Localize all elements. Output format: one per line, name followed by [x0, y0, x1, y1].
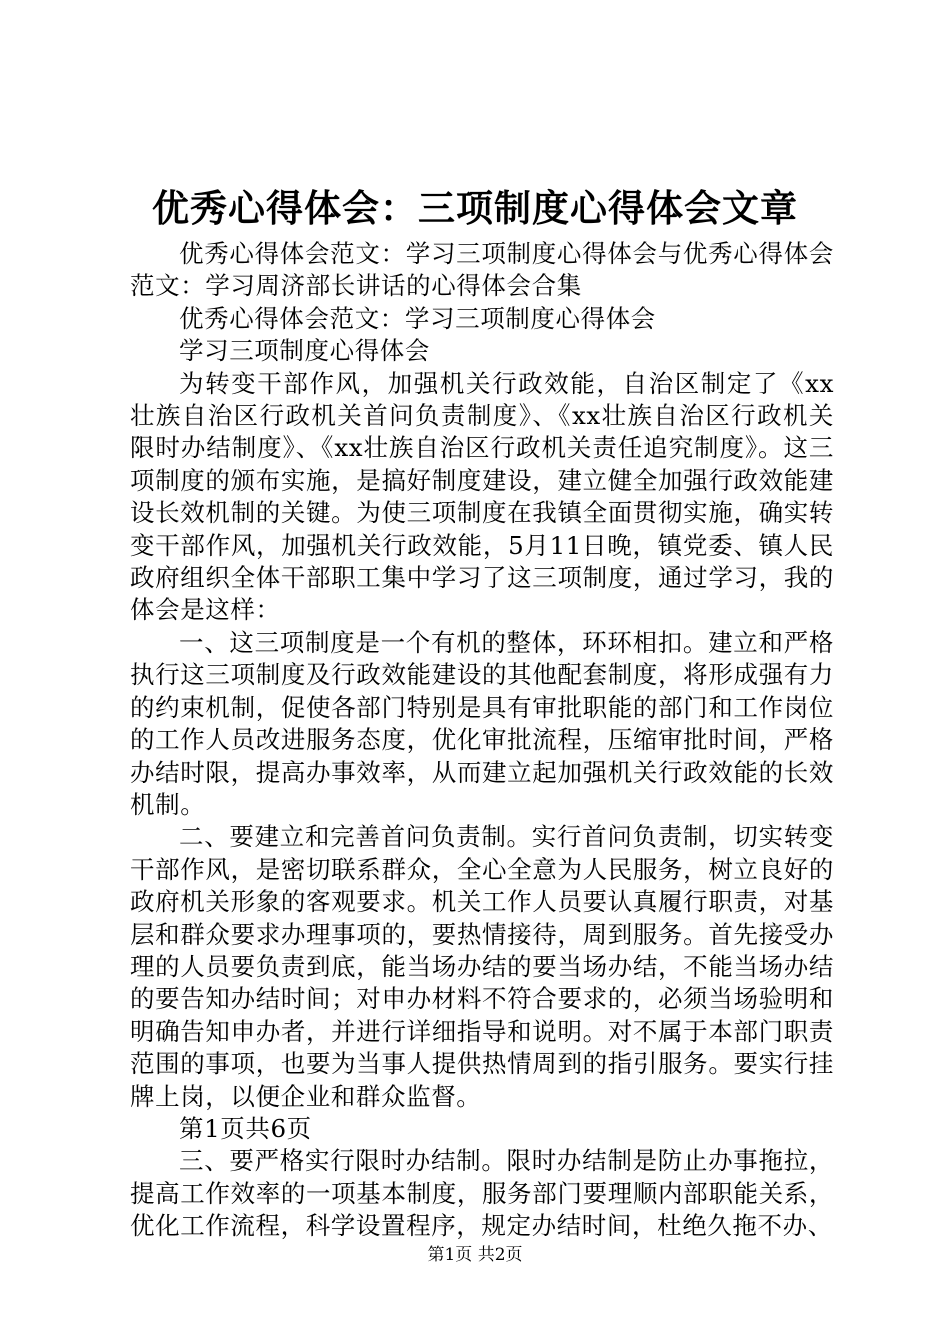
- inline-page-marker: 第1页共6页: [179, 1113, 312, 1143]
- paragraph-heading: 学习三项制度心得体会: [179, 336, 430, 366]
- paragraph-body: 为转变干部作风，加强机关行政效能，自治区制定了《xx壮族自治区行政机关首问负责制度》、《xx壮族自治区行政机关限时办结制度》、《xx壮族自治区行政机关责任追究制度》。这三项制度的颁布实施，是搞好制度建设，建立健全加强行政效能建设长效机制的关键。为使三项制度在我镇全面贯彻实施，确实转变干部作风，加强机关行政效能，5月11日晚，镇党委、镇人民政府组织全体干部职工集中学习了这三项制度，通过学习，我的体会是这样：: [130, 368, 834, 625]
- document-body: [130, 238, 834, 1243]
- paragraph-intro: 优秀心得体会范文：学习三项制度心得体会与优秀心得体会范文：学习周济部长讲话的心得体会合集: [130, 239, 834, 301]
- paragraph-subtitle: 优秀心得体会范文：学习三项制度心得体会: [179, 303, 656, 333]
- paragraph-section-1: 一、这三项制度是一个有机的整体，环环相扣。建立和严格执行这三项制度及行政效能建设的其他配套制度，将形成强有力的约束机制，促使各部门特别是具有审批职能的部门和工作岗位的工作人员改进服务态度，优化审批流程，压缩审批时间，严格办结时限，提高办事效率，从而建立起加强机关行政效能的长效机制。: [130, 627, 834, 819]
- paragraph-section-3: 三、要严格实行限时办结制。限时办结制是防止办事拖拉，提高工作效率的一项基本制度，服务部门要理顺内部职能关系，优化工作流程，科学设置程序，规定办结时间，杜绝久拖不办、: [130, 1146, 834, 1241]
- document-title: 优秀心得体会：三项制度心得体会文章: [152, 186, 798, 230]
- page-footer: 第1页 共2页: [427, 1245, 523, 1265]
- paragraph-section-2: 二、要建立和完善首问负责制。实行首问负责制，切实转变干部作风，是密切联系群众，全心全意为人民服务，树立良好的政府机关形象的客观要求。机关工作人员要认真履行职责，对基层和群众要求办理事项的，要热情接待，周到服务。首先接受办理的人员要负责到底，能当场办结的要当场办结，不能当场办结的要告知办结时间；对申办材料不符合要求的，必须当场验明和明确告知申办者，并进行详细指导和说明。对不属于本部门职责范围的事项，也要为当事人提供热情周到的指引服务。要实行挂牌上岗，以便企业和群众监督。: [130, 822, 834, 1111]
